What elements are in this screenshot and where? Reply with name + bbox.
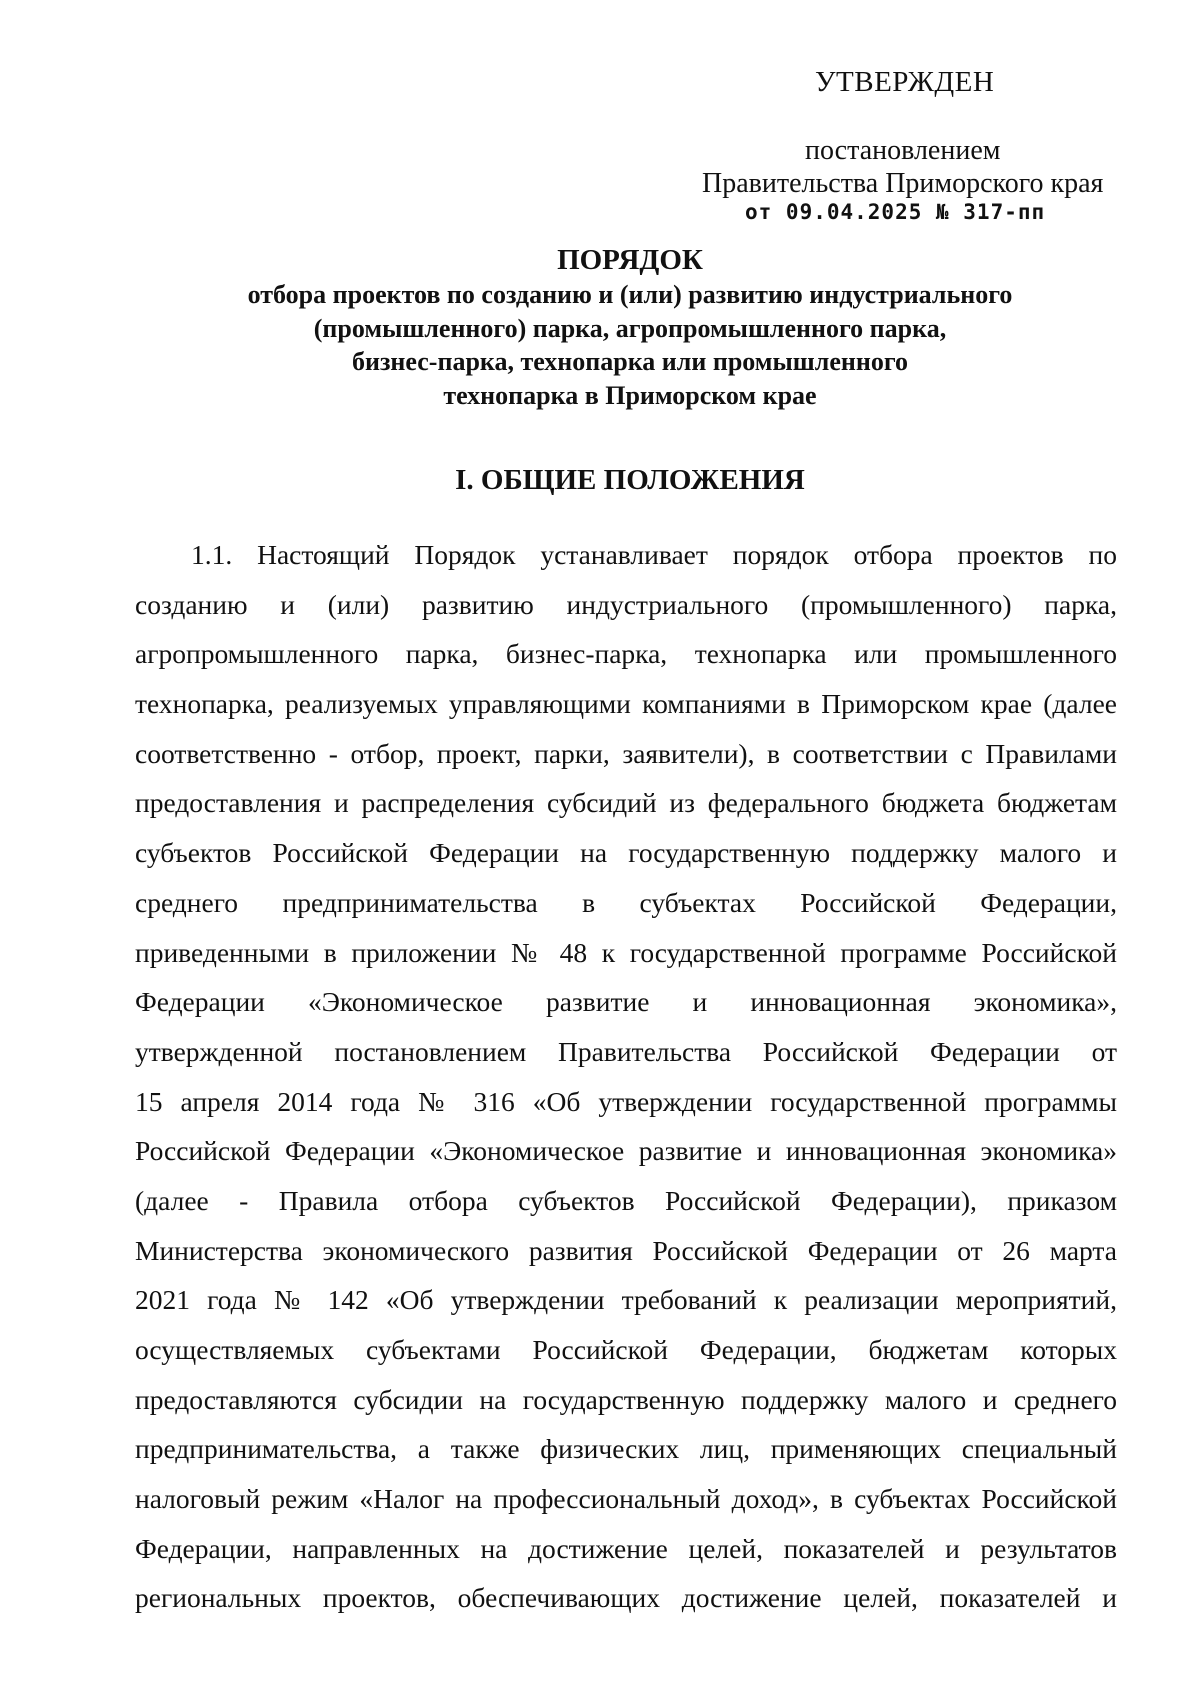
decree-line-2: Правительства Приморского края: [702, 168, 1104, 199]
paragraph-line: предоставления и распределения субсидий из федерального бюджета бюджетам: [135, 787, 1117, 819]
paragraph-line: Российской Федерации «Экономическое развитие и инновационная экономика»: [135, 1135, 1117, 1167]
paragraph-line: соответственно - отбор, проект, парки, заявители), в соответствии с Правилами: [135, 737, 1117, 769]
document-subtitle-line: технопарка в Приморском крае: [443, 380, 817, 410]
paragraph-line: (далее - Правила отбора субъектов Российской Федерации), приказом: [135, 1184, 1117, 1216]
approval-stamp-label: УТВЕРЖДЕН: [815, 66, 995, 98]
paragraph-line: осуществляемых субъектами Российской Федерации, бюджетам которых: [135, 1334, 1117, 1365]
document-subtitle-line: бизнес-парка, технопарка или промышленного: [352, 347, 908, 376]
decree-number: от 09.04.2025 № 317-пп: [745, 200, 1046, 224]
paragraph-line: утвержденной постановлением Правительства Российской Федерации от: [135, 1035, 1117, 1067]
paragraph-line: предоставляются субсидии на государственную поддержку малого и среднего: [135, 1383, 1117, 1415]
document-title: ПОРЯДОК: [557, 244, 703, 276]
section-heading: I. ОБЩИЕ ПОЛОЖЕНИЯ: [455, 464, 805, 496]
paragraph-line: Федерации, направленных на достижение целей, показателей и результатов: [135, 1532, 1117, 1564]
paragraph-line: приведенными в приложении № 48 к государственной программе Российской: [135, 936, 1117, 968]
document-subtitle-line: (промышленного) парка, агропромышленного парка,: [313, 313, 947, 343]
paragraph-line: региональных проектов, обеспечивающих достижение целей, показателей и: [135, 1582, 1117, 1614]
decree-line-1: постановлением: [805, 135, 1001, 166]
paragraph-line: Федерации «Экономическое развитие и инновационная экономика»,: [135, 986, 1117, 1018]
paragraph-line: предпринимательства, а также физических лиц, применяющих специальный: [135, 1433, 1117, 1465]
paragraph-line: Министерства экономического развития Российской Федерации от 26 марта: [135, 1234, 1117, 1266]
paragraph-line: среднего предпринимательства в субъектах Российской Федерации,: [135, 886, 1117, 918]
paragraph-line: субъектов Российской Федерации на государственную поддержку малого и: [135, 837, 1117, 869]
body-paragraph: [135, 530, 1117, 1623]
paragraph-line: 1.1. Настоящий Порядок устанавливает порядок отбора проектов по: [191, 539, 1117, 570]
paragraph-line: технопарка, реализуемых управляющими компаниями в Приморском крае (далее: [135, 688, 1117, 720]
paragraph-line: налоговый режим «Налог на профессиональный доход», в субъектах Российской: [135, 1483, 1117, 1515]
document-title-block: [130, 242, 1130, 412]
paragraph-line: 15 апреля 2014 года № 316 «Об утверждении государственной программы: [135, 1085, 1117, 1117]
paragraph-line: созданию и (или) развитию индустриального (промышленного) парка,: [135, 588, 1117, 620]
document-subtitle-line: отбора проектов по созданию и (или) развитию индустриального: [247, 280, 1013, 309]
paragraph-line: 2021 года № 142 «Об утверждении требований к реализации мероприятий,: [135, 1284, 1117, 1316]
paragraph-line: агропромышленного парка, бизнес-парка, технопарка или промышленного: [135, 638, 1117, 670]
